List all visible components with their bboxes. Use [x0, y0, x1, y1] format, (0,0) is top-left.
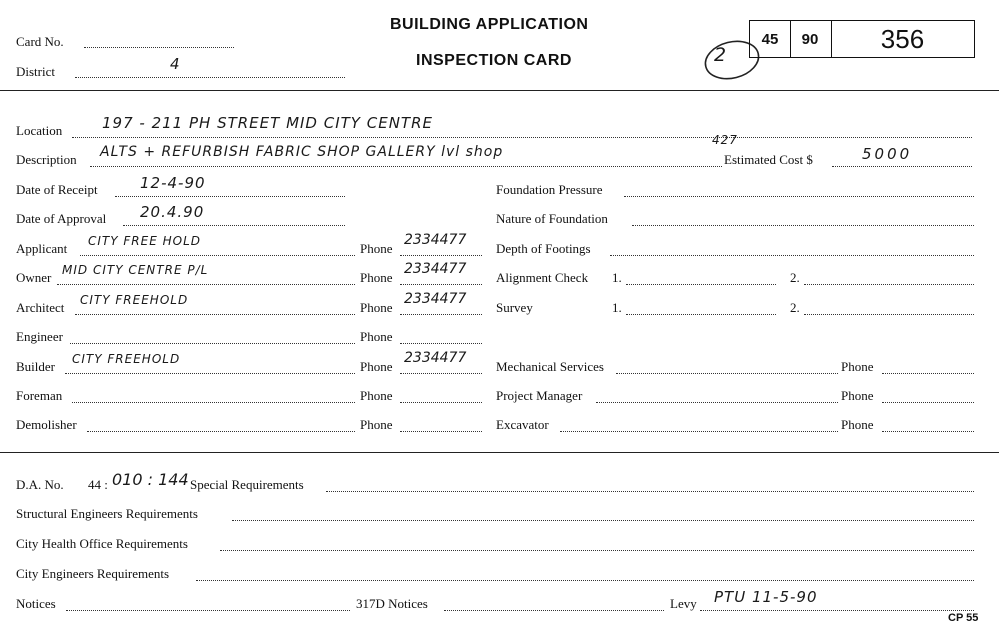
box-b-value: 90 — [801, 30, 819, 48]
alignment-check-1: 1. — [612, 270, 622, 285]
survey-2: 2. — [790, 300, 800, 315]
city-engineers-field — [196, 580, 974, 581]
applicant-label: Applicant — [16, 241, 68, 256]
foreman-label: Foreman — [16, 388, 63, 403]
divider-bottom — [0, 452, 999, 453]
date-receipt-value: 12-4-90 — [140, 174, 206, 192]
date-approval-label: Date of Approval — [16, 211, 107, 226]
city-engineers-label: City Engineers Requirements — [16, 566, 170, 581]
depth-footings-field — [610, 255, 974, 256]
da-value-printed: 44 : — [88, 477, 108, 492]
architect-label: Architect — [16, 300, 65, 315]
description-value: ALTS + REFURBISH FABRIC SHOP GALLERY lvl shop — [100, 144, 504, 160]
date-approval-field — [123, 225, 345, 226]
mechanical-phone-field — [882, 373, 974, 374]
location-field — [72, 137, 972, 138]
title-line-2: INSPECTION CARD — [416, 52, 572, 69]
circled-mark-text: 2 — [714, 44, 727, 66]
engineer-label: Engineer — [16, 329, 63, 344]
district-value: 4 — [170, 55, 181, 73]
engineer-field — [70, 343, 355, 344]
box-c — [831, 20, 975, 58]
project-manager-field — [596, 402, 838, 403]
box-c-value: 356 — [880, 23, 925, 54]
foundation-pressure-field — [624, 196, 974, 197]
owner-label: Owner — [16, 270, 52, 285]
shop-number: 427 — [712, 133, 738, 147]
alignment-check-label: Alignment Check — [496, 270, 589, 285]
foreman-field — [72, 402, 355, 403]
date-receipt-field — [115, 196, 345, 197]
estimated-cost-value: 5000 — [862, 145, 913, 163]
health-label: City Health Office Requirements — [16, 536, 188, 551]
builder-phone-value: 2334477 — [404, 350, 467, 366]
notices-317d-label: 317D Notices — [356, 596, 428, 611]
demolisher-label: Demolisher — [16, 417, 77, 432]
special-req-field — [326, 491, 974, 492]
location-value: 197 - 211 PH STREET MID CITY CENTRE — [102, 114, 433, 132]
alignment-check-2: 2. — [790, 270, 800, 285]
description-field — [90, 166, 722, 167]
notices-field — [66, 610, 350, 611]
excavator-phone-label: Phone — [841, 417, 874, 432]
description-label: Description — [16, 152, 77, 167]
foreman-phone-field — [400, 402, 482, 403]
special-req-label: Special Requirements — [190, 477, 304, 492]
levy-field — [700, 610, 974, 611]
owner-phone-label: Phone — [360, 270, 393, 285]
nature-foundation-label: Nature of Foundation — [496, 211, 608, 226]
demolisher-field — [87, 431, 355, 432]
applicant-phone-label: Phone — [360, 241, 393, 256]
builder-label: Builder — [16, 359, 55, 374]
owner-value: MID CITY CENTRE P/L — [62, 263, 209, 277]
applicant-phone-field — [400, 255, 482, 256]
alignment-check-1-field — [626, 284, 776, 285]
notices-label: Notices — [16, 596, 56, 611]
district-field — [75, 77, 345, 78]
applicant-value: CITY FREE HOLD — [88, 234, 202, 248]
levy-value: PTU 11-5-90 — [714, 588, 818, 606]
divider-top — [0, 90, 999, 91]
owner-phone-value: 2334477 — [404, 261, 467, 277]
builder-value: CITY FREEHOLD — [72, 352, 181, 366]
box-b — [789, 20, 832, 58]
structural-field — [232, 520, 974, 521]
builder-phone-field — [400, 373, 482, 374]
estimated-cost-field — [832, 166, 972, 167]
nature-foundation-field — [632, 225, 974, 226]
depth-footings-label: Depth of Footings — [496, 241, 591, 256]
levy-label: Levy — [670, 596, 697, 611]
da-value-hand: 010 : 144 — [112, 470, 189, 489]
survey-1: 1. — [612, 300, 622, 315]
project-manager-phone-label: Phone — [841, 388, 874, 403]
structural-label: Structural Engineers Requirements — [16, 506, 198, 521]
project-manager-label: Project Manager — [496, 388, 583, 403]
foreman-phone-label: Phone — [360, 388, 393, 403]
card-no-label: Card No. — [16, 34, 64, 49]
survey-1-field — [626, 314, 776, 315]
demolisher-phone-field — [400, 431, 482, 432]
excavator-label: Excavator — [496, 417, 549, 432]
da-label: D.A. No. — [16, 477, 64, 492]
excavator-phone-field — [882, 431, 974, 432]
survey-label: Survey — [496, 300, 533, 315]
builder-phone-label: Phone — [360, 359, 393, 374]
district-label: District — [16, 64, 55, 79]
applicant-field — [80, 255, 355, 256]
form-code: CP 55 — [948, 612, 979, 624]
architect-phone-value: 2334477 — [404, 291, 467, 307]
applicant-phone-value: 2334477 — [404, 232, 467, 248]
card-no-field — [84, 47, 234, 48]
engineer-phone-field — [400, 343, 482, 344]
builder-field — [65, 373, 355, 374]
architect-phone-label: Phone — [360, 300, 393, 315]
mechanical-label: Mechanical Services — [496, 359, 604, 374]
notices-317d-field — [444, 610, 664, 611]
title-line-1: BUILDING APPLICATION — [390, 16, 589, 33]
engineer-phone-label: Phone — [360, 329, 393, 344]
alignment-check-2-field — [804, 284, 974, 285]
date-approval-value: 20.4.90 — [140, 203, 205, 221]
excavator-field — [560, 431, 838, 432]
architect-phone-field — [400, 314, 482, 315]
owner-field — [57, 284, 355, 285]
survey-2-field — [804, 314, 974, 315]
owner-phone-field — [400, 284, 482, 285]
mechanical-field — [616, 373, 838, 374]
foundation-pressure-label: Foundation Pressure — [496, 182, 603, 197]
mechanical-phone-label: Phone — [841, 359, 874, 374]
box-a-value: 45 — [761, 30, 779, 48]
architect-value: CITY FREEHOLD — [80, 293, 189, 307]
demolisher-phone-label: Phone — [360, 417, 393, 432]
date-receipt-label: Date of Receipt — [16, 182, 98, 197]
project-manager-phone-field — [882, 402, 974, 403]
box-a — [749, 20, 791, 58]
estimated-cost-label: Estimated Cost $ — [724, 152, 813, 167]
location-label: Location — [16, 123, 63, 138]
architect-field — [75, 314, 355, 315]
health-field — [220, 550, 974, 551]
